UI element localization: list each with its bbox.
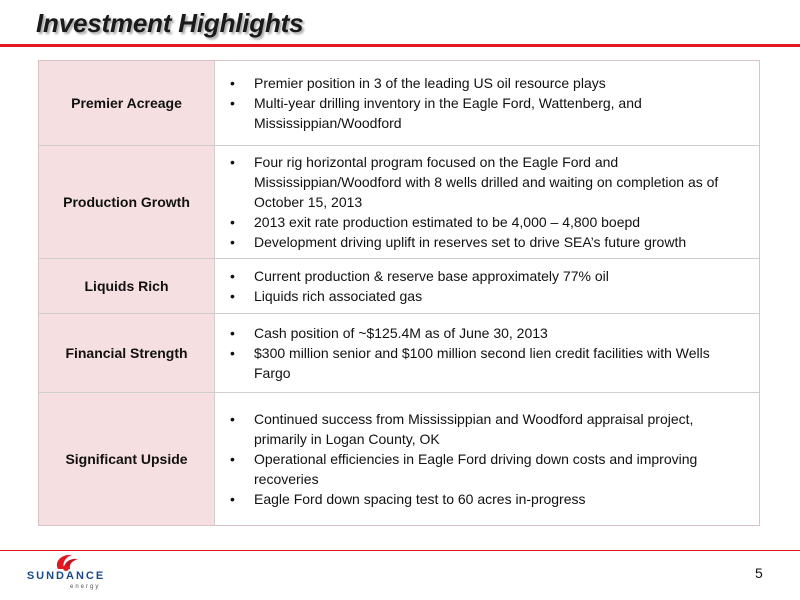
list-item: • Continued success from Mississippian and Woodford appraisal project, primarily in Logan County, OK <box>230 411 694 447</box>
bullet-icon: • <box>230 411 235 427</box>
footer-divider <box>0 550 800 551</box>
list-item: • Development driving uplift in reserves set to drive SEA’s future growth <box>230 234 687 250</box>
table-row <box>39 145 759 258</box>
row-content <box>215 146 759 258</box>
bullet-icon: • <box>230 288 235 304</box>
page-number: 5 <box>755 565 763 581</box>
title-divider <box>0 44 800 47</box>
list-item: • Premier position in 3 of the leading US oil resource plays <box>230 75 606 91</box>
highlights-table <box>38 60 760 526</box>
logo-tagline: energy <box>70 584 101 590</box>
bullet-icon: • <box>230 214 235 230</box>
row-label: Premier Acreage <box>39 61 215 145</box>
row-content <box>215 314 759 392</box>
bullet-icon: • <box>230 75 235 91</box>
list-item: • Liquids rich associated gas <box>230 288 423 304</box>
bullet-icon: • <box>230 268 235 284</box>
list-item: • 2013 exit rate production estimated to be 4,000 – 4,800 boepd <box>230 214 641 230</box>
list-item: • Four rig horizontal program focused on the Eagle Ford and Mississippian/Woodford with 8 wells drilled and waiting on completion as of October 15, 2013 <box>230 154 719 210</box>
bullet-icon: • <box>230 154 235 170</box>
bullet-icon: • <box>230 325 235 341</box>
bullet-icon: • <box>230 491 235 507</box>
list-item: • $300 million senior and $100 million second lien credit facilities with Wells Fargo <box>230 345 710 381</box>
row-label: Production Growth <box>39 146 215 258</box>
row-label: Significant Upside <box>39 393 215 525</box>
row-label: Financial Strength <box>39 314 215 392</box>
table-row <box>39 258 759 313</box>
table-row <box>39 61 759 145</box>
list-item: • Operational efficiencies in Eagle Ford driving down costs and improving recoveries <box>230 451 698 487</box>
table-row <box>39 313 759 392</box>
table-row <box>39 392 759 525</box>
row-content <box>215 393 759 525</box>
row-label: Liquids Rich <box>39 259 215 313</box>
bullet-icon: • <box>230 345 235 361</box>
list-item: • Multi-year drilling inventory in the Eagle Ford, Wattenberg, and Mississippian/Woodford <box>230 95 642 131</box>
bullet-icon: • <box>230 234 235 250</box>
page-title: Investment Highlights <box>36 8 304 38</box>
bullet-icon: • <box>230 95 235 111</box>
row-content <box>215 61 759 145</box>
company-logo <box>14 551 118 595</box>
logo-wordmark: SUNDANCE <box>26 570 106 582</box>
row-content <box>215 259 759 313</box>
list-item: • Current production & reserve base approximately 77% oil <box>230 268 609 284</box>
bullet-icon: • <box>230 451 235 467</box>
list-item: • Eagle Ford down spacing test to 60 acres in-progress <box>230 491 586 507</box>
list-item: • Cash position of ~$125.4M as of June 30, 2013 <box>230 325 548 341</box>
